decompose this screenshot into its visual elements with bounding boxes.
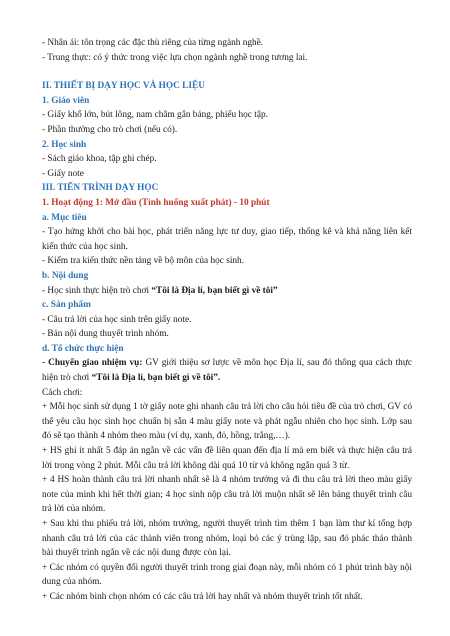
section-heading: III. TIẾN TRÌNH DẠY HỌC	[42, 183, 159, 194]
text-line: - Trung thực: có ý thức trong việc lựa chọn ngành nghề trong tương lai.	[42, 52, 308, 63]
spacer	[42, 65, 412, 79]
rule-item: + Các nhóm bình chọn nhóm có các câu trả lời hay nhất và nhóm thuyết trình tốt nhất.	[42, 591, 363, 602]
subheading: 1. Giáo viên	[42, 95, 90, 106]
rule-item: + Các nhóm có quyền đổi người thuyết trình trong giai đoạn này, mỗi nhóm có 1 phút trình bày nội dung của nhóm.	[42, 562, 412, 588]
text-line: - Kiểm tra kiến thức nền tảng về bộ môn của học sinh.	[42, 256, 245, 267]
rule-item: + 4 HS hoàn thành câu trả lời nhanh nhất sẽ là 4 nhóm trưởng và đi thu câu trả lời theo màu giấy note của mình khi hết thời gian; 4 học sinh nộp câu trả lời muộn nhất sẽ lên bảng thuyết trình câu trả lời của nhóm.	[42, 475, 412, 515]
text-line: - Phần thưởng cho trò chơi (nếu có).	[42, 124, 178, 135]
game-name: “Tôi là Địa lí, bạn biết gì về tôi”.	[91, 373, 221, 384]
task-label: - Chuyển giao nhiệm vụ:	[42, 358, 143, 369]
text-line	[42, 356, 412, 385]
section-heading: II. THIẾT BỊ DẠY HỌC VÀ HỌC LIỆU	[42, 81, 205, 92]
activity-title: 1. Hoạt động 1: Mở đầu (Tình huống xuất phát) - 10 phút	[42, 197, 270, 208]
subheading: a. Mục tiêu	[42, 212, 87, 223]
text-line: - Nhân ái: tôn trọng các đặc thù riêng của từng ngành nghề.	[42, 38, 264, 48]
text-line	[42, 284, 412, 299]
text-line: - Giấy khổ lớn, bút lông, nam châm gắn bảng, phiếu học tập.	[42, 110, 268, 121]
text-line: - Sách giáo khoa, tập ghi chép.	[42, 154, 157, 165]
text-line: - Giấy note	[42, 168, 84, 179]
subheading: c. Sản phẩm	[42, 300, 91, 311]
rule-item: + Sau khi thu phiếu trả lời, nhóm trưởng, người thuyết trình tìm thêm 1 bạn làm thư kí tổng hợp nhanh câu trả lời của các thành viên trong nhóm, loại bỏ các ý trùng lặp, sau đó phác thảo thành bài thuyết trình ngắn về các nội dung được còn lại.	[42, 519, 412, 559]
game-name: “Tôi là Địa lí, bạn biết gì về tôi”	[151, 285, 278, 296]
rule-item: + HS ghi ít nhất 5 đáp án ngắn về các vấn đề liên quan đến địa lí mà em biết và thực hiện câu trả lời trong vòng 2 phút. Mỗi câu trả lời không dài quá 10 từ và không ngắn quá 3 từ.	[42, 446, 412, 471]
text-line: - Bản nội dung thuyết trình nhóm.	[42, 329, 169, 340]
rules-label: Cách chơi:	[42, 387, 83, 398]
rule-item: + Mỗi học sinh sử dụng 1 tờ giấy note ghi nhanh câu trả lời cho câu hỏi tiêu đề của trò chơi, GV có thể yêu cầu học sinh học chuẩn bị sẵn 4 màu giấy note và phát ngẫu nhiên cho học sinh. Lớp sau đó sẽ tạo thành 4 nhóm theo màu (ví dụ, xanh, đỏ, hồng, trắng,…).	[42, 402, 412, 442]
text-fragment: GV giới thiệu sơ lược về môn học Địa lí, sau đó thông qua cách thực hiện trò chơi	[42, 358, 412, 384]
subheading: d. Tổ chức thực hiện	[42, 343, 124, 354]
subheading: 2. Học sinh	[42, 139, 87, 150]
text-fragment: - Học sinh thực hiện trò chơi	[42, 285, 152, 296]
text-line: - Tạo hứng khởi cho bài học, phát triển năng lực tư duy, giao tiếp, thống kê và khả năng liên kết kiến thức của học sinh.	[42, 227, 412, 252]
text-line: - Câu trả lời của học sinh trên giấy note.	[42, 314, 192, 325]
subheading: b. Nội dung	[42, 270, 89, 281]
